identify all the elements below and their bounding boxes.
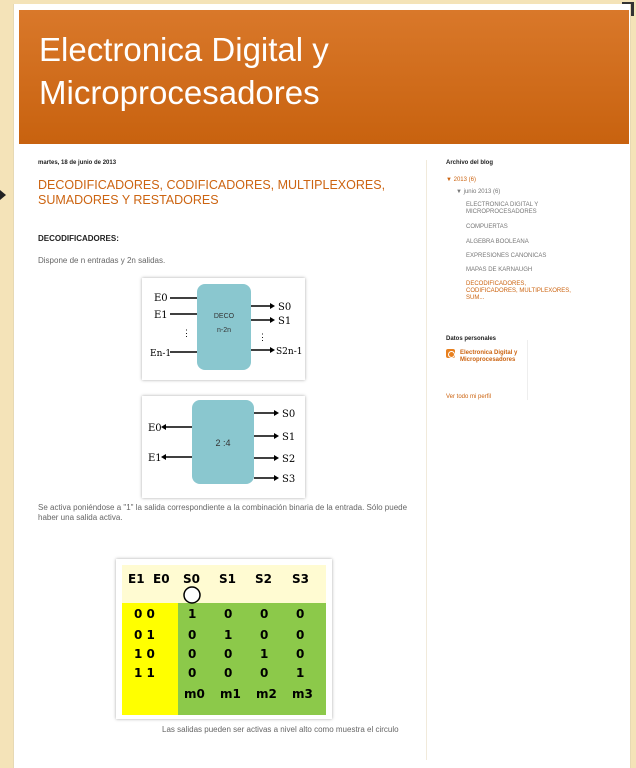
truth-table-figure[interactable] [116,559,332,719]
output-label: S3 [282,474,296,485]
block-label-1: DECO [213,313,235,320]
input-label: E1 [154,310,168,321]
cell: 1 [224,628,233,642]
row-input: 1 0 [134,647,155,661]
blog-header [19,10,629,144]
post-paragraph-3: Las salidas pueden ser activas a nivel alto como muestra el circulo [162,725,399,734]
post-title[interactable]: DECODIFICADORES, CODIFICADORES, MULTIPLEXORES, SUMADORES Y RESTADORES [38,178,386,207]
blogger-profile-icon [446,349,455,358]
blog-title[interactable]: Electronica Digital y Microprocesadores [39,31,329,111]
profile-divider [527,340,528,400]
cell: 0 [224,607,233,621]
minterm: m2 [256,687,277,701]
minterm: m1 [220,687,241,701]
output-label: S2 [282,454,296,465]
header-e1: E1 [128,572,145,586]
profile-heading: Datos personales [446,336,497,342]
row-input: 1 1 [134,666,155,680]
cell: 0 [260,628,269,642]
header-s0: S0 [183,572,200,586]
input-label: E1 [148,453,162,464]
cell: 0 [260,666,269,680]
output-label: S0 [278,302,292,313]
column-divider [426,160,427,760]
section-heading: DECODIFICADORES: [38,234,119,243]
archive-post-link[interactable]: EXPRESIONES CANONICAS [466,253,547,259]
output-label: S1 [282,432,296,443]
output-label: S2n-1 [276,347,303,357]
cell: 0 [260,607,269,621]
cell: 1 [296,666,305,680]
archive-post-link[interactable]: MAPAS DE KARNAUGH [466,267,533,273]
sidebar [446,160,576,342]
archive-post-link[interactable]: ALGEBRA BOOLEANA [466,239,529,245]
archive-heading: Archivo del blog [446,160,494,166]
cell: 0 [296,607,305,621]
input-label: E0 [148,423,162,434]
post-date: martes, 18 de junio de 2013 [38,160,117,166]
profile-name-link[interactable]: Electronica Digital y Microprocesadores [460,350,518,363]
decoder-2to4-figure[interactable] [142,396,305,498]
archive-post-link[interactable]: ELECTRONICA DIGITAL Y MICROPROCESADORES [466,202,539,215]
output-label: S1 [278,316,292,327]
post-paragraph-1: Dispone de n entradas y 2n salidas. [38,256,166,265]
cell: 0 [296,628,305,642]
input-ellipsis: ⋮ [182,329,191,339]
output-ellipsis: ⋮ [258,333,267,343]
header-e0: E0 [153,572,170,586]
cell: 0 [296,647,305,661]
header-s3: S3 [292,572,309,586]
decoder-figure[interactable] [142,278,305,380]
archive-month-toggle[interactable]: ▼ junio 2013 (6) [456,189,501,195]
cell: 1 [188,607,197,621]
header-s2: S2 [255,572,272,586]
archive-year-toggle[interactable]: ▼ 2013 (6) [446,177,476,183]
cell: 1 [260,647,269,661]
profile-view-link[interactable]: Ver todo mi perfil [446,394,492,400]
minterm: m0 [184,687,205,701]
post [38,160,408,734]
input-label: En-1 [150,349,172,359]
input-label: E0 [154,293,168,304]
cell: 0 [224,647,233,661]
header-s1: S1 [219,572,236,586]
cell: 0 [188,628,197,642]
cell: 0 [188,666,197,680]
output-label: S0 [282,409,296,420]
archive-post-link-current[interactable]: DECODIFICADORES, CODIFICADORES, MULTIPLEXORES, SUM... [466,281,571,301]
block-label-2: n-2n [216,327,232,334]
cell: 0 [224,666,233,680]
post-paragraph-2: Se activa poniéndose a "1" la salida correspondiente a la combinación binaria de la entrada. Sólo puede haber una salida activa. [38,503,408,522]
cell: 0 [188,647,197,661]
archive-post-link[interactable]: COMPUERTAS [466,224,508,230]
block-label: 2 :4 [215,438,231,448]
row-input: 0 0 [134,607,155,621]
collapse-arrow-icon[interactable] [0,190,6,200]
row-input: 0 1 [134,628,155,642]
active-indicator-circle [184,587,200,603]
minterm: m3 [292,687,313,701]
